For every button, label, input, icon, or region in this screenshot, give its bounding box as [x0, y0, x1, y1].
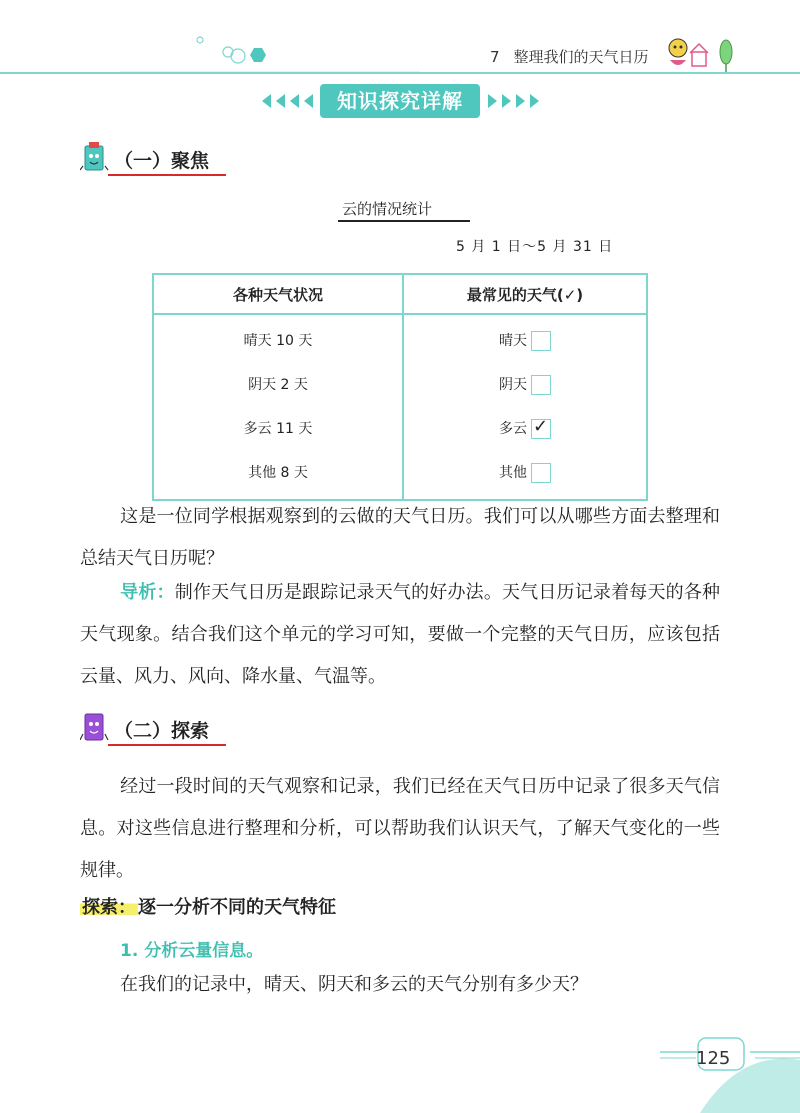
arrow-left-icon	[304, 94, 313, 108]
option-label: 阴天	[499, 376, 527, 393]
weather-status-cell: 阴天 2 天	[153, 362, 403, 406]
weather-option-cell	[403, 450, 647, 500]
weather-option-cell	[403, 362, 647, 406]
analysis-label: 导析：	[120, 582, 175, 603]
weather-status-cell: 晴天 10 天	[153, 314, 403, 362]
explore-text: 逐一分析不同的天气特征	[138, 897, 336, 918]
option-label: 多云	[499, 420, 527, 437]
weather-status-cell: 多云 11 天	[153, 406, 403, 450]
chapter-title: 整理我们的天气日历	[513, 48, 649, 66]
weather-option-cell	[403, 406, 647, 450]
table-row	[153, 406, 647, 450]
option-label: 晴天	[499, 332, 527, 349]
column-header: 各种天气状况	[153, 274, 403, 314]
paragraph-text: 这是一位同学根据观察到的云做的天气日历。我们可以从哪些方面去整理和总结天气日历呢？	[80, 506, 720, 569]
column-header: 最常见的天气(✓)	[403, 274, 647, 314]
checkbox[interactable]	[531, 463, 551, 483]
arrow-right-icon	[516, 94, 525, 108]
cartoon-decoration-icon	[662, 34, 742, 74]
explore-label: 探索：	[82, 897, 136, 918]
arrow-right-icon	[530, 94, 539, 108]
check-mark-icon: ✓	[533, 415, 549, 437]
checkbox[interactable]	[531, 375, 551, 395]
weather-table	[152, 273, 648, 501]
paragraph-text: 经过一段时间的天气观察和记录，我们已经在天气日历中记录了很多天气信息。对这些信息进行整理和分析，可以帮助我们认识天气，了解天气变化的一些规律。	[80, 776, 720, 881]
section-underline	[108, 174, 226, 176]
arrow-left-icon	[290, 94, 299, 108]
page-number: 125	[696, 1048, 731, 1069]
paragraph-question	[80, 964, 720, 1006]
table-row	[153, 314, 647, 362]
checkbox-checked[interactable]	[531, 415, 551, 439]
arrow-right-icon	[488, 94, 497, 108]
arrow-left-icon	[262, 94, 271, 108]
table-row	[153, 450, 647, 500]
weather-status-cell: 其他 8 天	[153, 450, 403, 500]
arrow-right-icon	[502, 94, 511, 108]
table-title: 云的情况统计	[342, 200, 433, 218]
book-mascot-icon	[80, 140, 110, 174]
book-mascot-icon	[80, 710, 110, 744]
option-label: 其他	[499, 464, 527, 481]
section-title: （二）探索	[114, 720, 210, 742]
paragraph-text: 在我们的记录中，晴天、阴天和多云的天气分别有多少天？	[120, 974, 588, 995]
banner-title: 知识探究详解	[320, 84, 480, 118]
page-number-decoration	[660, 1030, 800, 1113]
analysis-paragraph	[80, 572, 720, 698]
chapter-number: 7	[490, 48, 500, 66]
paragraph-intro	[80, 496, 720, 580]
section-title: （一）聚焦	[114, 150, 210, 172]
table-title-underline	[338, 220, 470, 222]
section-banner	[262, 84, 538, 118]
arrow-left-icon	[276, 94, 285, 108]
analysis-text: 制作天气日历是跟踪记录天气的好办法。天气日历记录着每天的各种天气现象。结合我们这个单元的学习可知，要做一个完整的天气日历，应该包括云量、风力、风向、降水量、气温等。	[80, 582, 721, 687]
date-range: 5 月 1 日～5 月 31 日	[456, 239, 614, 255]
section-underline	[108, 744, 226, 746]
table-row	[153, 362, 647, 406]
weather-option-cell	[403, 314, 647, 362]
explore-task	[80, 893, 336, 919]
table-header-row	[153, 274, 647, 314]
paragraph-explore	[80, 766, 720, 892]
checkbox[interactable]	[531, 331, 551, 351]
step-heading: 1. 分析云量信息。	[120, 941, 264, 961]
chapter-header	[490, 46, 649, 67]
